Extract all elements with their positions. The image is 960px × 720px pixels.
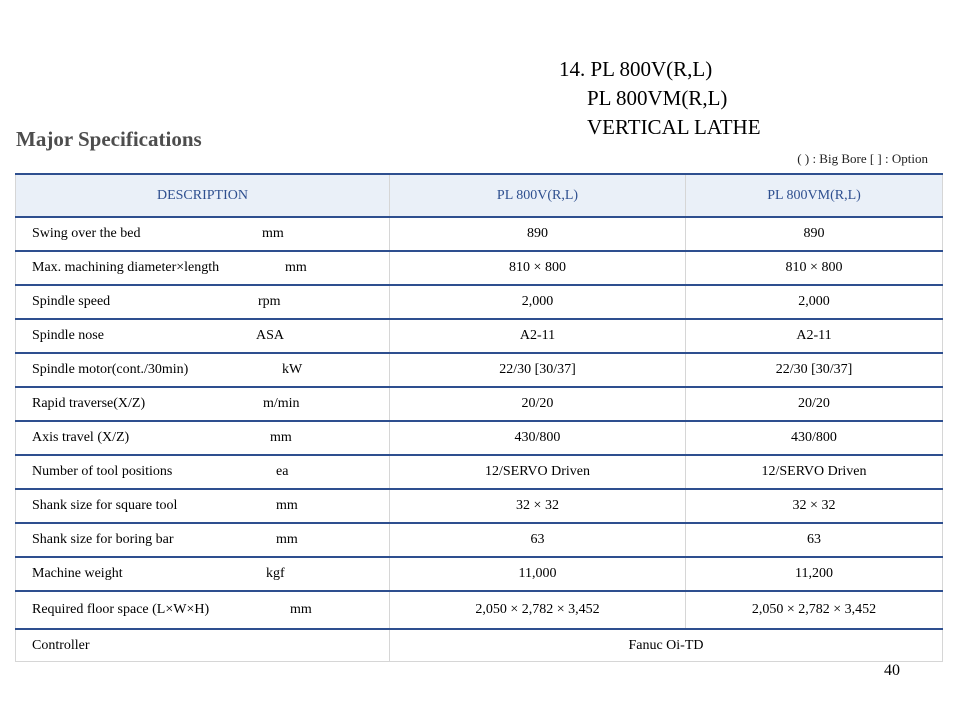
table-row — [16, 455, 943, 489]
spec-unit: mm — [276, 532, 298, 547]
spec-description-cell — [16, 285, 390, 319]
spec-value-model-2: A2-11 — [686, 319, 943, 353]
controller-value: Fanuc Oi-TD — [390, 629, 943, 662]
spec-value-model-2: 20/20 — [686, 387, 943, 421]
spec-unit: mm — [262, 226, 284, 241]
controller-description-cell — [16, 629, 390, 662]
table-row-controller — [16, 629, 943, 662]
spec-unit: kW — [282, 362, 303, 377]
spec-value-model-2: 11,200 — [686, 557, 943, 591]
table-body — [16, 217, 943, 662]
spec-value-model-2: 32 × 32 — [686, 489, 943, 523]
table-row — [16, 353, 943, 387]
spec-description-cell — [16, 251, 390, 285]
table-row — [16, 557, 943, 591]
table-row — [16, 387, 943, 421]
spec-label: Spindle nose — [32, 328, 104, 343]
spec-value-model-2: 63 — [686, 523, 943, 557]
title-line-1: 14. PL 800V(R,L) — [559, 57, 713, 81]
spec-unit: ASA — [256, 328, 285, 343]
spec-description-cell — [16, 421, 390, 455]
specifications-table — [15, 173, 943, 662]
spec-value-model-2: 22/30 [30/37] — [686, 353, 943, 387]
spec-unit: mm — [285, 260, 307, 275]
legend-note: ( ) : Big Bore [ ] : Option — [797, 151, 928, 166]
table-row — [16, 523, 943, 557]
spec-value-model-1: 430/800 — [390, 421, 686, 455]
spec-description-cell — [16, 489, 390, 523]
spec-value-model-1: 63 — [390, 523, 686, 557]
spec-description-cell — [16, 387, 390, 421]
table-row — [16, 217, 943, 251]
spec-label: Shank size for boring bar — [32, 532, 174, 547]
title-line-2: PL 800VM(R,L) — [587, 86, 728, 110]
header-model-2: PL 800VM(R,L) — [686, 174, 943, 217]
spec-label: Required floor space (L×W×H) — [32, 602, 210, 617]
spec-unit: kgf — [266, 566, 285, 581]
spec-description-cell — [16, 591, 390, 629]
spec-value-model-1: 11,000 — [390, 557, 686, 591]
spec-description-cell — [16, 455, 390, 489]
spec-label: Number of tool positions — [32, 464, 173, 479]
spec-description-cell — [16, 217, 390, 251]
spec-value-model-2: 2,000 — [686, 285, 943, 319]
spec-unit: rpm — [258, 294, 281, 309]
spec-unit: ea — [276, 464, 289, 479]
table-row — [16, 285, 943, 319]
spec-description-cell — [16, 557, 390, 591]
table-header-row — [16, 174, 943, 217]
spec-unit: m/min — [263, 396, 300, 411]
page-number: 40 — [884, 662, 900, 679]
spec-value-model-2: 12/SERVO Driven — [686, 455, 943, 489]
header-description: DESCRIPTION — [16, 174, 390, 217]
table-row — [16, 591, 943, 629]
spec-label: Swing over the bed — [32, 226, 141, 241]
spec-value-model-1: 12/SERVO Driven — [390, 455, 686, 489]
spec-unit: mm — [276, 498, 298, 513]
table-row — [16, 251, 943, 285]
spec-value-model-1: 2,000 — [390, 285, 686, 319]
spec-value-model-2: 890 — [686, 217, 943, 251]
spec-value-model-1: 20/20 — [390, 387, 686, 421]
header-model-1: PL 800V(R,L) — [390, 174, 686, 217]
section-heading: Major Specifications — [16, 127, 202, 151]
title-line-3: VERTICAL LATHE — [587, 115, 761, 139]
spec-value-model-1: 32 × 32 — [390, 489, 686, 523]
spec-value-model-1: 2,050 × 2,782 × 3,452 — [390, 591, 686, 629]
spec-description-cell — [16, 319, 390, 353]
spec-value-model-1: 22/30 [30/37] — [390, 353, 686, 387]
spec-value-model-1: A2-11 — [390, 319, 686, 353]
table-row — [16, 319, 943, 353]
spec-label: Max. machining diameter×length — [32, 260, 220, 275]
spec-description-cell — [16, 523, 390, 557]
spec-label: Rapid traverse(X/Z) — [32, 396, 146, 411]
spec-unit: mm — [290, 602, 312, 617]
spec-value-model-1: 890 — [390, 217, 686, 251]
spec-value-model-2: 810 × 800 — [686, 251, 943, 285]
spec-label: Machine weight — [32, 566, 123, 581]
controller-label: Controller — [32, 637, 90, 653]
spec-value-model-2: 2,050 × 2,782 × 3,452 — [686, 591, 943, 629]
document-title — [559, 55, 761, 142]
spec-value-model-1: 810 × 800 — [390, 251, 686, 285]
table-row — [16, 421, 943, 455]
spec-description-cell — [16, 353, 390, 387]
spec-unit: mm — [270, 430, 292, 445]
spec-label: Axis travel (X/Z) — [32, 430, 130, 445]
table-row — [16, 489, 943, 523]
spec-label: Shank size for square tool — [32, 498, 178, 513]
spec-value-model-2: 430/800 — [686, 421, 943, 455]
spec-label: Spindle speed — [32, 294, 111, 309]
spec-label: Spindle motor(cont./30min) — [32, 362, 189, 377]
